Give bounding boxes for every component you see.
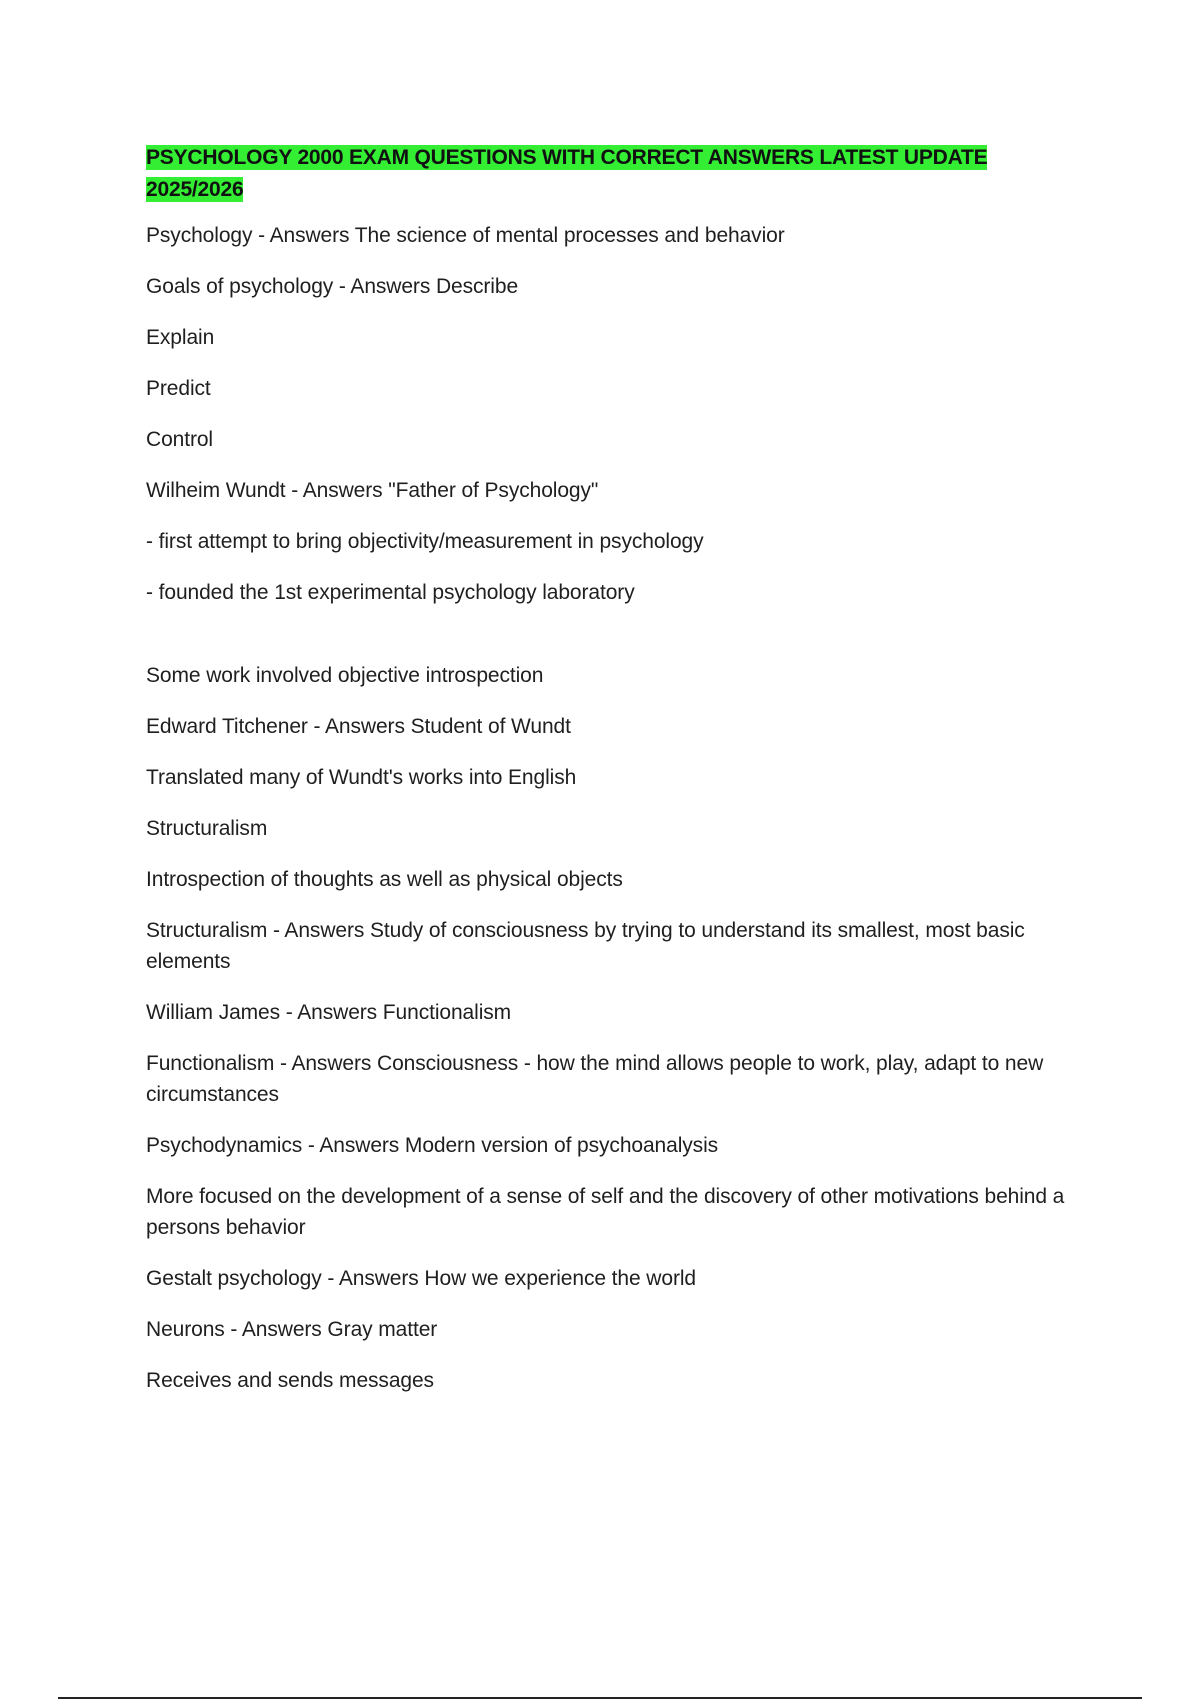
entry-introspection-thoughts: Introspection of thoughts as well as physical objects: [146, 868, 623, 891]
entry-wilheim-wundt: Wilheim Wundt - Answers "Father of Psychology": [146, 479, 599, 502]
entry-control: Control: [146, 428, 213, 451]
entry-objective-introspection: Some work involved objective introspection: [146, 664, 544, 687]
entry-william-james: William James - Answers Functionalism: [146, 1001, 512, 1024]
entry-predict: Predict: [146, 377, 211, 400]
entry-psychodynamics: Psychodynamics - Answers Modern version of psychoanalysis: [146, 1134, 719, 1157]
entry-sense-of-self: More focused on the development of a sense of self and the discovery of other motivations behind a persons behavior: [146, 1185, 1065, 1239]
entry-wundt-objectivity: - first attempt to bring objectivity/measurement in psychology: [146, 530, 704, 553]
entry-wundt-laboratory: - founded the 1st experimental psychology laboratory: [146, 581, 635, 604]
entry-list: [146, 220, 1076, 1396]
entry-goals-of-psychology: Goals of psychology - Answers Describe: [146, 275, 519, 298]
entry-functionalism: Functionalism - Answers Consciousness - how the mind allows people to work, play, adapt to new circumstances: [146, 1052, 1044, 1106]
document-title: [146, 142, 1076, 206]
entry-neurons: Neurons - Answers Gray matter: [146, 1318, 438, 1341]
entry-receives-sends: Receives and sends messages: [146, 1369, 434, 1392]
title-highlight: PSYCHOLOGY 2000 EXAM QUESTIONS WITH CORRECT ANSWERS LATEST UPDATE 2025/2026: [146, 146, 988, 201]
entry-gestalt-psychology: Gestalt psychology - Answers How we experience the world: [146, 1267, 696, 1290]
entry-translated-works: Translated many of Wundt's works into English: [146, 766, 577, 789]
entry-edward-titchener: Edward Titchener - Answers Student of Wundt: [146, 715, 571, 738]
document-page: [146, 142, 1076, 1416]
footer-divider: [58, 1697, 1142, 1699]
entry-psychology: Psychology - Answers The science of mental processes and behavior: [146, 224, 785, 247]
entry-structuralism-definition: Structuralism - Answers Study of consciousness by trying to understand its smallest, most basic elements: [146, 919, 1025, 973]
entry-structuralism-label: Structuralism: [146, 817, 268, 840]
entry-explain: Explain: [146, 326, 215, 349]
